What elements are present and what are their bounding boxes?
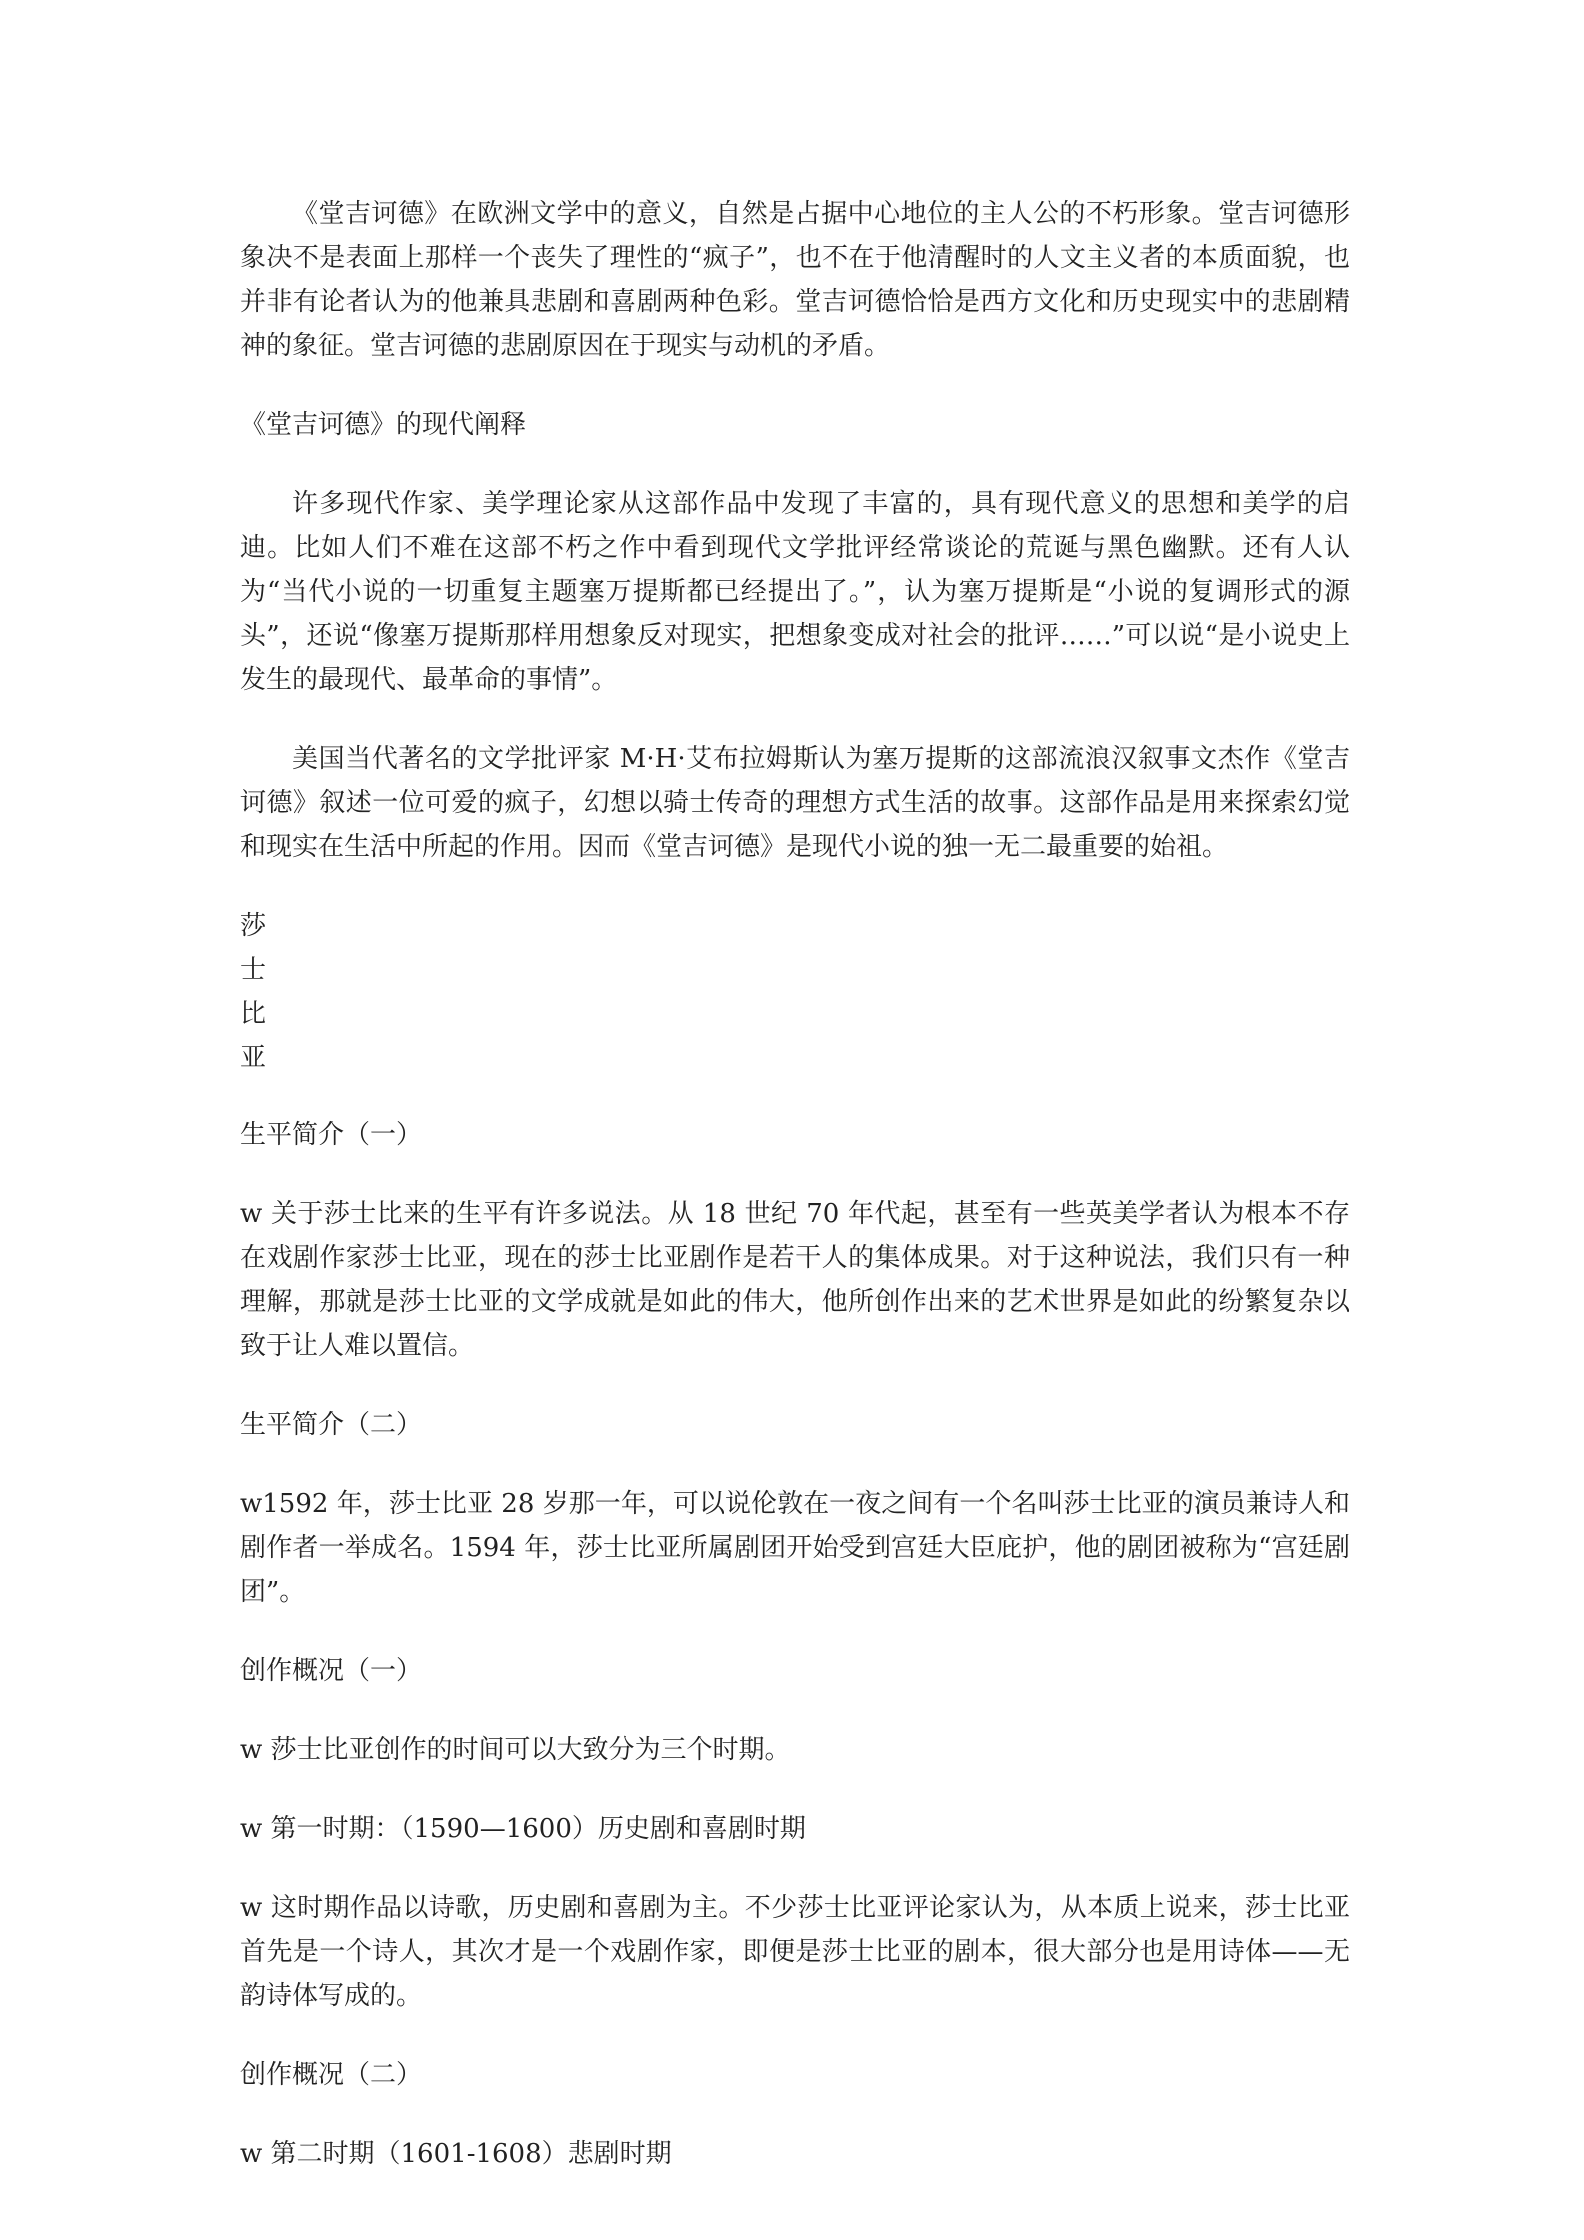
- paragraph-abrams-critique: 美国当代著名的文学批评家 M·H·艾布拉姆斯认为塞万提斯的这部流浪汉叙事文杰作《堂吉诃德》叙述一位可爱的疯子，幻想以骑士传奇的理想方式生活的故事。这部作品是用来探索幻觉和现实在生活中所起的作用。因而《堂吉诃德》是现代小说的独一无二最重要的始祖。: [240, 744, 1350, 862]
- paragraph-don-quixote-significance: 《堂吉诃德》在欧洲文学中的意义，自然是占据中心地位的主人公的不朽形象。堂吉诃德形象决不是表面上那样一个丧失了理性的“疯子”，也不在于他清醒时的人文主义者的本质面貌，也并非有论者认为的他兼具悲剧和喜剧两种色彩。堂吉诃德恰恰是西方文化和历史现实中的悲剧精神的象征。堂吉诃德的悲剧原因在于现实与动机的矛盾。: [240, 199, 1350, 361]
- vertical-char: 士: [240, 955, 267, 985]
- heading-creation-overview-1: 创作概况（一）: [240, 1656, 423, 1686]
- paragraph-first-period-works: w 这时期作品以诗歌，历史剧和喜剧为主。不少莎士比亚评论家认为，从本质上说来，莎士比亚首先是一个诗人，其次才是一个戏剧作家，即便是莎士比亚的剧本，很大部分也是用诗体——无韵诗体写成的。: [240, 1893, 1350, 2011]
- paragraph-modern-writers-inspiration: 许多现代作家、美学理论家从这部作品中发现了丰富的，具有现代意义的思想和美学的启迪。比如人们不难在这部不朽之作中看到现代文学批评经常谈论的荒诞与黑色幽默。还有人认为“当代小说的一切重复主题塞万提斯都已经提出了。”，认为塞万提斯是“小说的复调形式的源头”，还说“像塞万提斯那样用想象反对现实，把想象变成对社会的批评……”可以说“是小说史上发生的最现代、最革命的事情”。: [240, 489, 1350, 695]
- heading-don-quixote-modern-interpretation: 《堂吉诃德》的现代阐释: [240, 410, 527, 440]
- vertical-char: 亚: [240, 1043, 267, 1073]
- vertical-char: 比: [240, 999, 267, 1029]
- paragraph-biography-1: w 关于莎士比来的生平有许多说法。从 18 世纪 70 年代起，甚至有一些英美学者认为根本不存在戏剧作家莎士比亚，现在的莎士比亚剧作是若干人的集体成果。对于这种说法，我们只有一种理解，那就是莎士比亚的文学成就是如此的伟大，他所创作出来的艺术世界是如此的纷繁复杂以致于让人难以置信。: [240, 1199, 1350, 1361]
- vertical-title-shakespeare: [240, 904, 1350, 1080]
- paragraph-creation-periods: w 莎士比亚创作的时间可以大致分为三个时期。: [240, 1735, 791, 1765]
- heading-creation-overview-2: 创作概况（二）: [240, 2060, 423, 2090]
- paragraph-biography-2: w1592 年，莎士比亚 28 岁那一年，可以说伦敦在一夜之间有一个名叫莎士比亚的演员兼诗人和剧作者一举成名。1594 年，莎士比亚所属剧团开始受到宫廷大臣庇护，他的剧团被称为“宫廷剧团”。: [240, 1489, 1350, 1607]
- document-body: [240, 192, 1350, 2211]
- heading-biography-2: 生平简介（二）: [240, 1410, 423, 1440]
- heading-biography-1: 生平简介（一）: [240, 1120, 423, 1150]
- paragraph-first-period: w 第一时期：（1590—1600）历史剧和喜剧时期: [240, 1814, 806, 1844]
- vertical-char: 莎: [240, 911, 267, 941]
- paragraph-second-period: w 第二时期（1601-1608）悲剧时期: [240, 2139, 672, 2169]
